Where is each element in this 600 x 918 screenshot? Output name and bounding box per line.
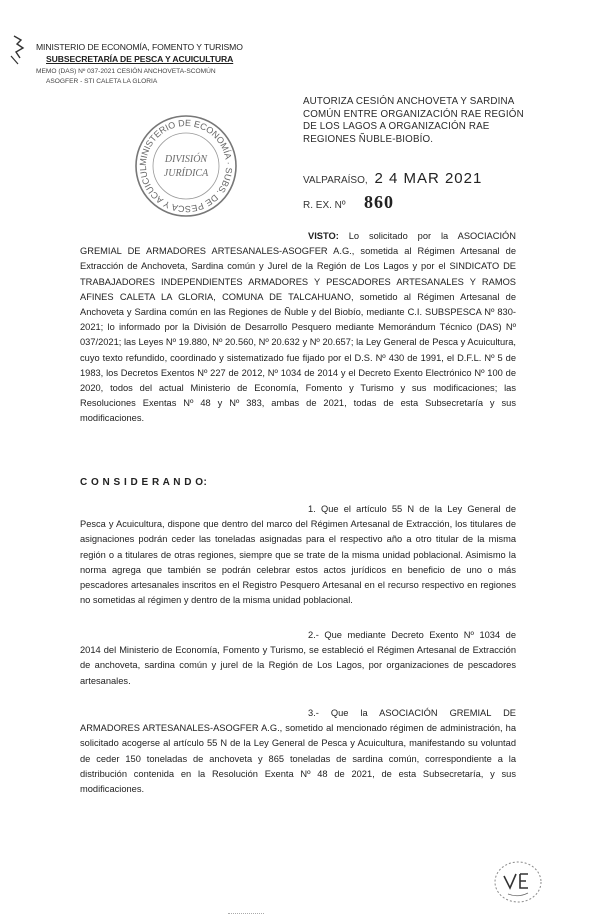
considerando-heading: C O N S I D E R A N D O: bbox=[80, 477, 208, 488]
subsecretaria-name: SUBSECRETARÍA DE PESCA Y ACUICULTURA bbox=[46, 54, 234, 64]
considerando-2-number: 2.- bbox=[308, 630, 319, 640]
considerando-3 bbox=[80, 706, 516, 797]
stamp-ring-text: MINISTERIO DE ECONOMÍA · SUBS. DE PESCA Y ACUICUL bbox=[137, 117, 235, 215]
rex-label: R. EX. Nº bbox=[303, 200, 346, 211]
visto-section bbox=[80, 229, 516, 427]
footer-divider bbox=[228, 913, 264, 914]
memo-reference: MEMO (DAS) Nº 037-2021 CESIÓN ANCHOVETA-SCOMÚN bbox=[36, 68, 216, 75]
place-label: VALPARAÍSO, bbox=[303, 175, 368, 186]
resolution-date: 2 4 MAR 2021 bbox=[374, 170, 483, 187]
visto-label: VISTO: bbox=[308, 231, 339, 241]
considerando-2-text: Que mediante Decreto Exento Nº 1034 de 2014 del Ministerio de Economía, Fomento y Turismo, se estableció el Régimen Artesanal de Extracción de anchoveta, sardina común y jurel de la Región de Los Lagos, por organizaciones de pescadores artesanales. bbox=[80, 630, 516, 686]
visto-text: Lo solicitado por la ASOCIACIÓN GREMIAL DE ARMADORES ARTESANALES-ASOGFER A.G., sometida al Régimen Artesanal de Extracción de Anchoveta, Sardina común y Jurel de la Región de Los Lagos y por el SINDICATO DE TRABAJADORES INDEPENDIENTES ARMADORES Y PESCADORES ARTESANALES Y RAMOS AFINES CALETA LA GLORIA, COMUNA DE TALCAHUANO, sometido al Régimen Artesanal de Anchoveta y Sardina común en las Regiones de Ñuble y del Biobío, mediante C.I. SUBSPESCA Nº 830-2021; lo informado por la División de Desarrollo Pesquero mediante Memorándum Técnico (DAS) Nº 037/2021; las Leyes Nº 19.880, Nº 20.560, Nº 20.632 y Nº 20.657; la Ley General de Pesca y Acuicultura, cuyo texto refundido, coordinado y sistematizado fue fijado por el D.S. Nº 430 de 1991, el D.F.L. Nº 5 de 1983, los Decretos Exentos Nº 227 de 2012, Nº 1034 de 2014 y el Decreto Exento Electrónico Nº 100 de 2020, todos del actual Ministerio de Economía, Fomento y Turismo y sus modificaciones; las Resoluciones Exentas Nº 48 y Nº 383, ambas de 2021, todas de esta Subsecretaría y sus modificaciones. bbox=[80, 231, 516, 424]
division-juridica-stamp bbox=[132, 112, 240, 220]
considerando-2 bbox=[80, 628, 516, 689]
considerando-3-number: 3.- bbox=[308, 708, 319, 718]
considerando-1-text: Que el artículo 55 N de la Ley General de Pesca y Acuicultura, dispone que dentro del marco del Régimen Artesanal de Extracción, los titulares de asignaciones podrán ceder las toneladas asignadas para el respectivo año a otro titular de la misma región o a titulares de otras regiones, siempre que se trate de la misma unidad poblacional. Asimismo la norma agrega que también se podrán celebrar estos actos jurídicos en beneficio de uno o más pescadores artesanales inscritos en el Registro Pesquero Artesanal en el recurso respectivo en regiones no sometidas al régimen y dentro de la misma unidad poblacional. bbox=[80, 504, 516, 606]
ministry-name: MINISTERIO DE ECONOMÍA, FOMENTO Y TURISMO bbox=[36, 42, 243, 52]
signature-mark-icon bbox=[492, 858, 544, 906]
considerando-1 bbox=[80, 502, 516, 608]
stamp-center-1: DIVISIÓN bbox=[164, 154, 208, 165]
considerando-3-text: Que la ASOCIACIÓN GREMIAL DE ARMADORES ARTESANALES-ASOGFER A.G., sometido al mencionado régimen de administración, ha solicitado acogerse al artículo 55 N de la Ley General de Pesca y Acuicultura, manifestando su voluntad de ceder 150 toneladas de anchoveta y 865 toneladas de sardina común, correspondiente a la distribución contenida en la Resolución Exenta Nº 48 de 2021, de esta Subsecretaría, y sus modificaciones. bbox=[80, 708, 516, 795]
considerando-1-number: 1. bbox=[308, 504, 316, 514]
memo-reference-2: ASOGFER - STI CALETA LA GLORIA bbox=[46, 78, 158, 85]
resolution-title: AUTORIZA CESIÓN ANCHOVETA Y SARDINA COMÚN ENTRE ORGANIZACIÓN RAE REGIÓN DE LOS LAGOS A ORGANIZACIÓN RAE REGIONES ÑUBLE-BIOBÍO. bbox=[303, 96, 524, 145]
rex-number: 860 bbox=[364, 192, 395, 212]
coat-of-arms-icon bbox=[8, 34, 30, 66]
stamp-center-2: JURÍDICA bbox=[163, 168, 209, 179]
